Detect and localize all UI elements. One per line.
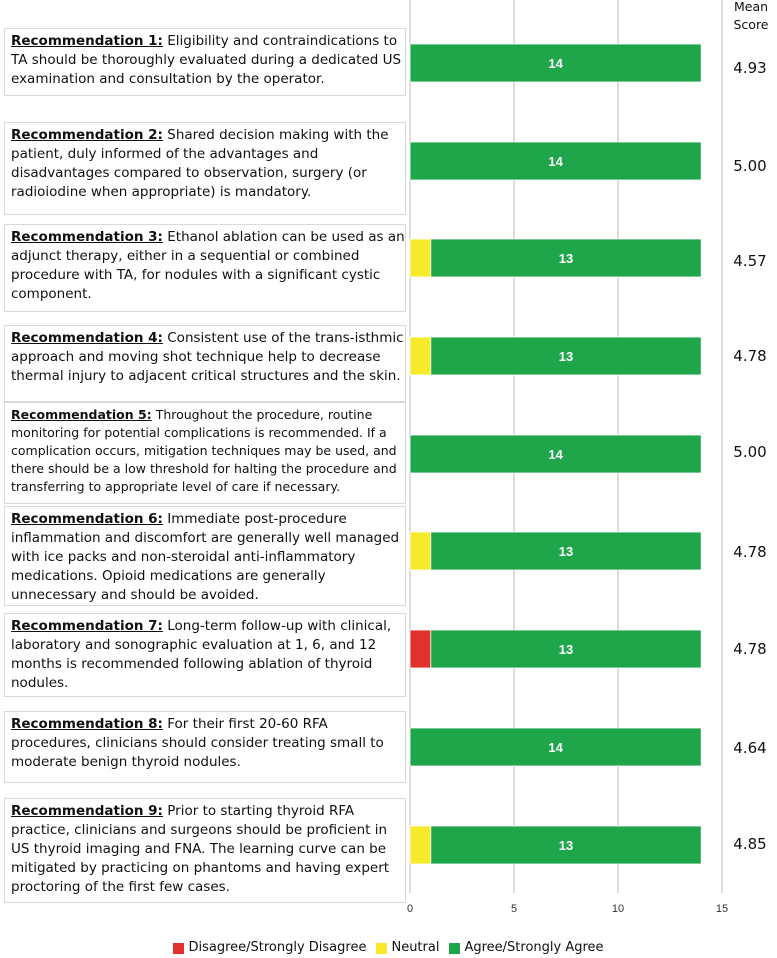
bar-segment: [410, 532, 431, 570]
chart-legend: [0, 938, 777, 958]
legend-label: Disagree/Strongly Disagree: [188, 940, 367, 955]
recommendation-text: Consistent use of the trans-isthmic approach and moving shot technique help to decrease thermal injury to adjacent critical structures and the skin.: [11, 330, 404, 384]
recommendation-box: [4, 711, 406, 783]
legend-swatch: [173, 943, 184, 954]
mean-score-value: 4.64: [733, 739, 767, 757]
legend-item: [449, 938, 603, 958]
legend-swatch: [449, 943, 460, 954]
mean-score-value: 4.78: [733, 640, 767, 658]
recommendation-box: [4, 798, 406, 903]
mean-score-value: 4.78: [733, 347, 767, 365]
recommendation-label: Recommendation 6:: [11, 511, 163, 527]
recommendation-box: [4, 506, 406, 606]
bar-segment: [410, 826, 431, 864]
mean-score-value: 4.57: [733, 252, 767, 270]
x-tick-label: 0: [406, 903, 414, 915]
legend-label: Neutral: [391, 940, 440, 955]
recommendation-label: Recommendation 9:: [11, 803, 163, 819]
recommendation-label: Recommendation 4:: [11, 330, 163, 346]
recommendation-text: Ethanol ablation can be used as an adjunct therapy, either in a sequential or combined procedure with TA, for nodules with a significant cystic component.: [11, 229, 405, 302]
recommendation-text: Long-term follow-up with clinical, laboratory and sonographic evaluation at 1, 6, and 12 months is recommended following ablation of thyroid nodules.: [11, 618, 392, 691]
recommendation-text: Throughout the procedure, routine monitoring for potential complications is recommended. If a complication occurs, mitigation techniques may be used, and there should be a low threshold for halting the procedure and transferring to appropriate level of care if necessary.: [11, 407, 397, 494]
recommendation-label: Recommendation 3:: [11, 229, 163, 245]
recommendation-box: [4, 402, 406, 504]
bar-segment: [410, 337, 431, 375]
recommendation-box: [4, 325, 406, 402]
recommendation-box: [4, 28, 406, 96]
bar-data-label: 13: [558, 838, 574, 853]
legend-label: Agree/Strongly Agree: [464, 940, 604, 955]
mean-score-value: 5.00: [733, 157, 767, 175]
mean-score-value: 4.78: [733, 543, 767, 561]
recommendation-box: [4, 613, 406, 697]
mean-score-header: Mean Score: [733, 0, 769, 32]
legend-item: [173, 938, 366, 958]
bar-segment: [410, 630, 431, 668]
recommendation-label: Recommendation 5:: [11, 407, 152, 422]
bar-data-label: 14: [548, 154, 563, 169]
x-axis-ticks: [407, 903, 728, 915]
legend-item: [376, 938, 439, 958]
recommendation-label: Recommendation 7:: [11, 618, 163, 634]
bar-data-label: 13: [558, 349, 574, 364]
mean-score-value: 4.93: [733, 59, 767, 77]
recommendation-text: Immediate post-procedure inflammation and discomfort are generally well managed with ice packs and non-steroidal anti-inflammatory medications. Opioid medications are generally unnecessary and should be avoided.: [11, 511, 400, 603]
legend-swatch: [376, 943, 387, 954]
bar-data-label: 13: [558, 544, 574, 559]
x-tick-label: 5: [510, 903, 518, 915]
bar-data-label: 14: [548, 447, 563, 462]
recommendation-text: Eligibility and contraindications to TA should be thoroughly evaluated during a dedicated US examination and consultation by the operator.: [11, 33, 402, 87]
mean-score-value: 4.85: [733, 835, 767, 853]
recommendation-box: [4, 122, 406, 215]
recommendation-text: Shared decision making with the patient, duly informed of the advantages and disadvantages compared to observation, surgery (or radioiodine when appropriate) is mandatory.: [11, 127, 389, 200]
recommendation-text: For their first 20-60 RFA procedures, clinicians should consider treating small to moderate benign thyroid nodules.: [11, 716, 384, 770]
recommendation-label: Recommendation 8:: [11, 716, 163, 732]
bar-data-label: 14: [548, 56, 563, 71]
bar-data-label: 13: [558, 251, 574, 266]
bars: [410, 44, 701, 864]
x-tick-label: 10: [611, 903, 625, 915]
mean-score-value: 5.00: [733, 443, 767, 461]
recommendation-text: Prior to starting thyroid RFA practice, clinicians and surgeons should be proficient in US thyroid imaging and FNA. The learning curve can be mitigated by practicing on phantoms and having expert proctoring of the first few cases.: [11, 803, 390, 895]
recommendation-box: [4, 224, 406, 312]
bar-data-label: 14: [548, 740, 563, 755]
bar-segment: [410, 239, 431, 277]
recommendation-label: Recommendation 2:: [11, 127, 163, 143]
recommendation-label: Recommendation 1:: [11, 33, 163, 49]
bar-data-label: 13: [558, 642, 574, 657]
x-tick-label: 15: [715, 903, 729, 915]
